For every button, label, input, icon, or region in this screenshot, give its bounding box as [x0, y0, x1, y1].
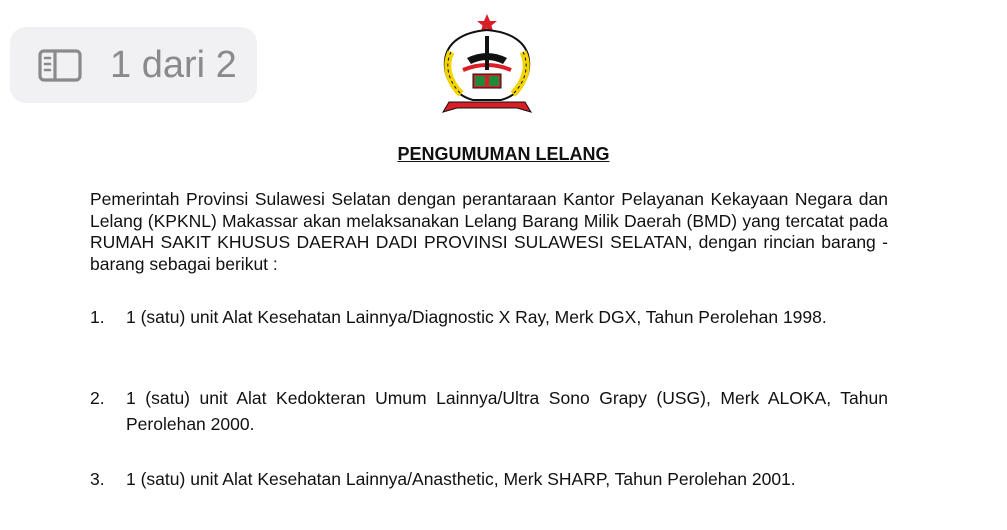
provincial-emblem-icon [433, 12, 541, 116]
page-indicator[interactable] [10, 27, 257, 103]
document-title: PENGUMUMAN LELANG [397, 144, 610, 164]
list-item [90, 304, 888, 330]
list-item [90, 466, 888, 492]
list-item-number: 3. [90, 469, 105, 489]
list-item-text: 1 (satu) unit Alat Kesehatan Lainnya/Anasthetic, Merk SHARP, Tahun Perolehan 2001. [126, 469, 796, 489]
list-item-number: 2. [90, 388, 105, 408]
sidebar-icon [38, 49, 82, 82]
list-item-text: 1 (satu) unit Alat Kesehatan Lainnya/Diagnostic X Ray, Merk DGX, Tahun Perolehan 1998. [126, 307, 827, 327]
list-item-text: 1 (satu) unit Alat Kedokteran Umum Lainnya/Ultra Sono Grapy (USG), Merk ALOKA, Tahun Perolehan 2000. [126, 388, 888, 434]
intro-paragraph: Pemerintah Provinsi Sulawesi Selatan dengan perantaraan Kantor Pelayanan Kekayaan Negara dan Lelang (KPKNL) Makassar akan melaksanakan Lelang Barang Milik Daerah (BMD) yang tercatat pada RUMAH SAKIT KHUSUS DAERAH DADI PROVINSI SULAWESI SELATAN, dengan rincian barang - barang sebagai berikut : [90, 189, 888, 274]
list-item [90, 385, 888, 437]
list-item-number: 1. [90, 307, 105, 327]
page-counter: 1 dari 2 [110, 44, 237, 86]
